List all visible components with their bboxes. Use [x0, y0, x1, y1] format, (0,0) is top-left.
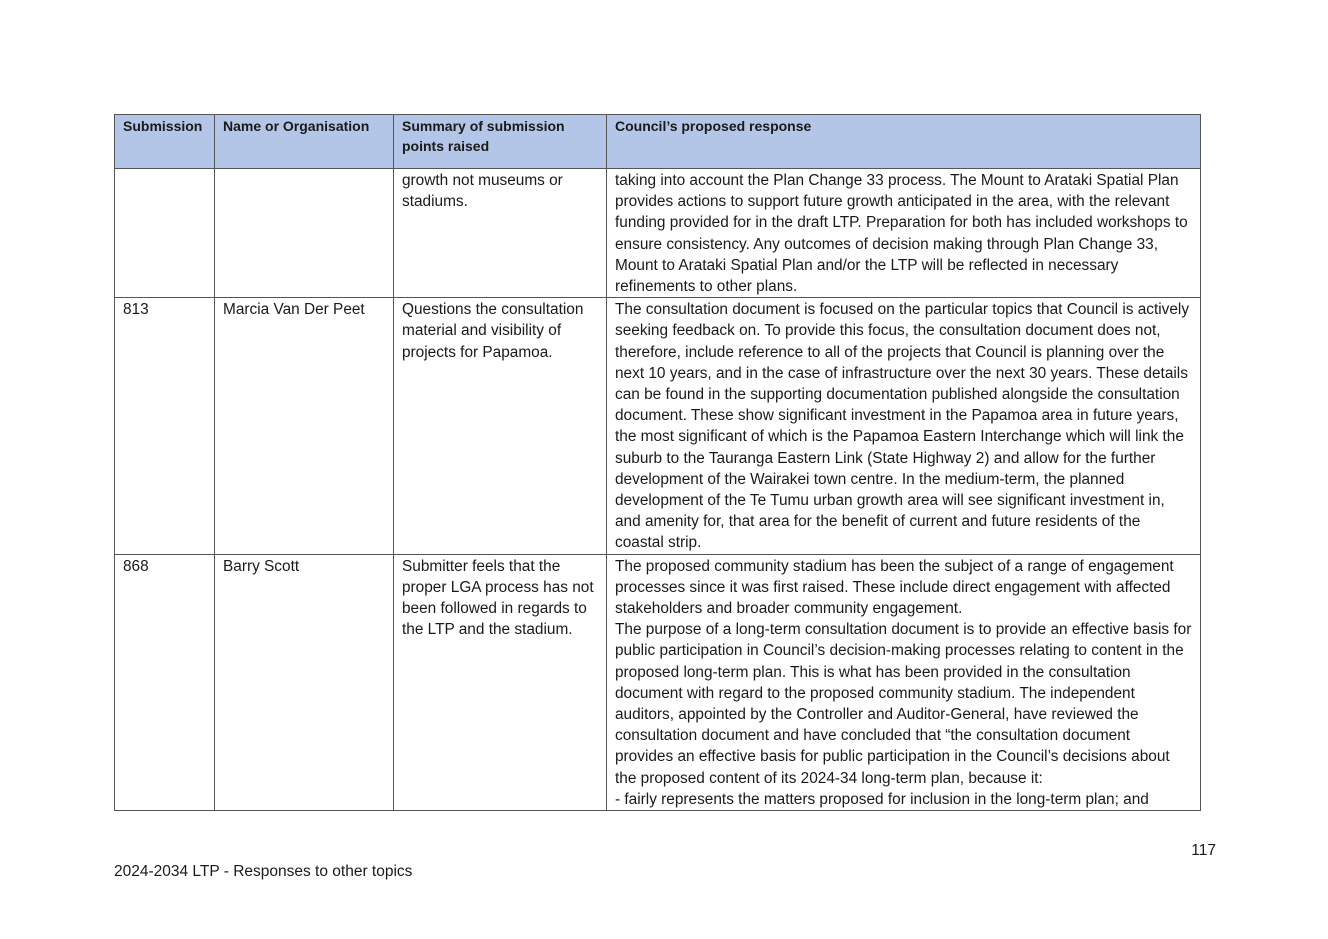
header-submission: Submission: [115, 115, 215, 169]
cell-name: Barry Scott: [215, 554, 394, 810]
page-number: 117: [1191, 842, 1216, 859]
submissions-table: [114, 114, 1201, 811]
cell-name: Marcia Van Der Peet: [215, 298, 394, 554]
cell-summary: growth not museums or stadiums.: [394, 169, 607, 298]
header-name: Name or Organisation: [215, 115, 394, 169]
table-row: [115, 298, 1201, 554]
table-row: [115, 554, 1201, 810]
table-header-row: [115, 115, 1201, 169]
cell-response: The consultation document is focused on the particular topics that Council is actively seeking feedback on. To provide this focus, the consultation document does not, therefore, include reference to all of the projects that Council is planning over the next 10 years, and in the case of infrastructure over the next 30 years. These details can be found in the supporting documentation published alongside the consultation document. These show significant investment in the Papamoa area in future years, the most significant of which is the Papamoa Eastern Interchange which will link the suburb to the Tauranga Eastern Link (State Highway 2) and allow for the further development of the Wairakei town centre. In the medium-term, the planned development of the Te Tumu urban growth area will see significant investment in, and amenity for, that area for the benefit of current and future residents of the coastal strip.: [607, 298, 1201, 554]
cell-response: The proposed community stadium has been the subject of a range of engagement processes since it was first raised. These include direct engagement with affected stakeholders and broader community engagement. The purpose of a long-term consultation document is to provide an effective basis for public participation in Council’s decision-making processes relating to content in the proposed long-term plan. This is what has been provided in the consultation document with regard to the proposed community stadium. The independent auditors, appointed by the Controller and Auditor-General, have reviewed the consultation document and have concluded that “the consultation document provides an effective basis for public participation in the Council’s decisions about the proposed content of its 2024-34 long-term plan, because it: - fairly represents the matters proposed for inclusion in the long-term plan; and: [607, 554, 1201, 810]
cell-name: [215, 169, 394, 298]
cell-summary: Questions the consultation material and visibility of projects for Papamoa.: [394, 298, 607, 554]
cell-submission: 813: [115, 298, 215, 554]
cell-submission: 868: [115, 554, 215, 810]
table-row: [115, 169, 1201, 298]
cell-submission: [115, 169, 215, 298]
cell-response: taking into account the Plan Change 33 process. The Mount to Arataki Spatial Plan provides actions to support future growth anticipated in the area, with the relevant funding provided for in the draft LTP. Preparation for both has included workshops to ensure consistency. Any outcomes of decision making through Plan Change 33, Mount to Arataki Spatial Plan and/or the LTP will be reflected in necessary refinements to other plans.: [607, 169, 1201, 298]
header-summary: Summary of submission points raised: [394, 115, 607, 169]
header-response: Council’s proposed response: [607, 115, 1201, 169]
footer-document-title: 2024-2034 LTP - Responses to other topics: [114, 863, 413, 880]
cell-summary: Submitter feels that the proper LGA process has not been followed in regards to the LTP and the stadium.: [394, 554, 607, 810]
